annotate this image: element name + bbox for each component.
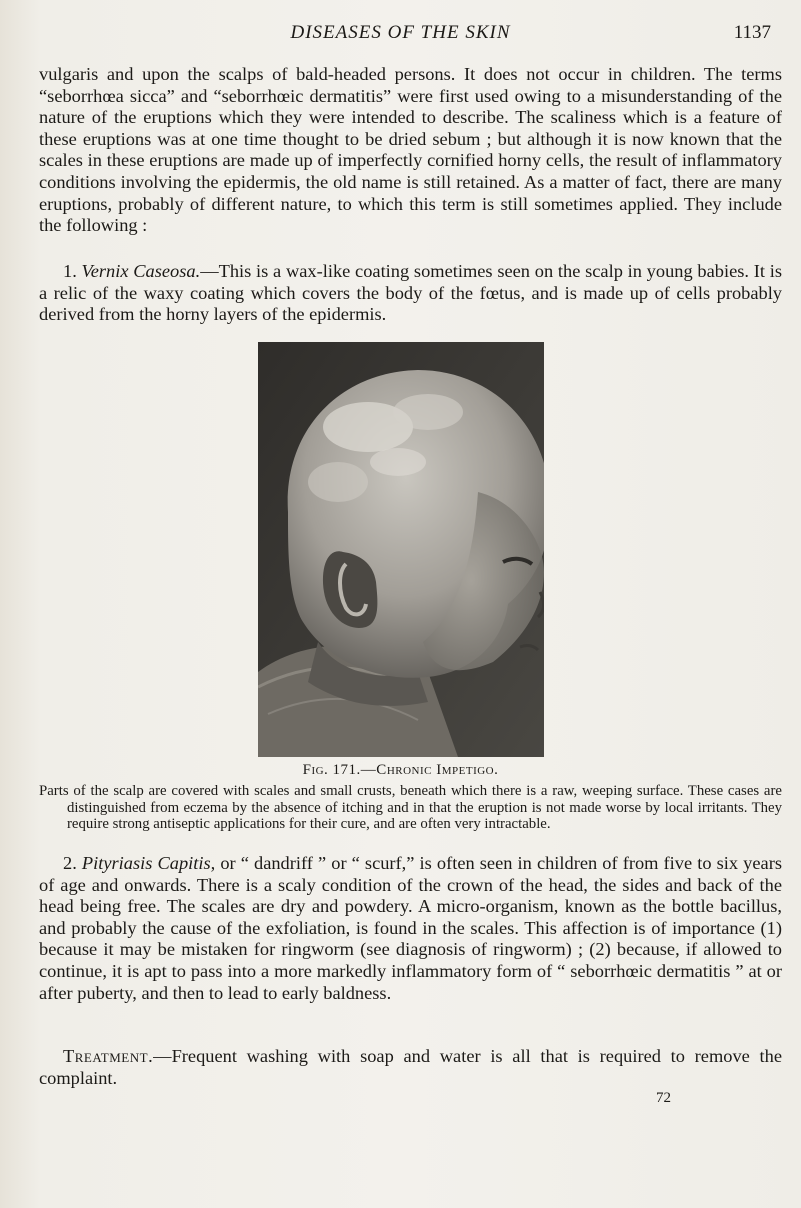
paragraph-pityriasis-capitis [39,853,782,1004]
item-number: 1. [63,261,77,281]
figure-label: Fig. 171.—Chronic Impetigo. [302,762,499,778]
item-term: Vernix Caseosa. [81,261,201,281]
page-number: 1137 [733,22,771,43]
figure-photograph [258,342,544,757]
item-term: Pityriasis Capitis, [81,853,216,873]
page-header [0,22,801,52]
paragraph-vernix-caseosa [39,261,782,326]
item-text: —This is a wax-like coating sometimes seen on the scalp in young babies. It is a relic of the waxy coating which covers the body of the fœtus, and is made up of cells probably derived from the horny layers of the epidermis. [39,261,782,325]
signature-mark: 72 [656,1090,671,1106]
item-number: 2. [63,853,77,873]
item-text: or “ dandriff ” or “ scurf,” is often seen in children of from five to six years of age and onwards. There is a scaly condition of the crown of the head, the sides and back of the head being free. The scales are dry and powdery. A micro-organism, known as the bottle bacillus, and probably the cause of the exfoliation, is found in the scales. This affection is of importance (1) because it may be mistaken for ringworm (see diagnosis of ringworm) ; (2) because, if allowed to continue, it is apt to pass into a more markedly inflammatory form of “ seborrhœic dermatitis ” at or after puberty, and then to lead to early baldness. [39,853,782,1003]
paragraph-continuation: vulgaris and upon the scalps of bald-headed persons. It does not occur in children. The terms “seborrhœa sicca” and “seborrhœic dermatitis” were first used owing to a misunderstanding of the nature of the eruptions which they were intended to describe. The scaliness which is a feature of these eruptions was at one time thought to be dried sebum ; but although it is now known that the scales in these eruptions are made up of imperfectly cornified horny cells, the result of inflammatory conditions involving the epidermis, the old name is still retained. As a matter of fact, there are many eruptions, probably of different nature, to which this term is still sometimes applied. They include the following : [39,64,782,236]
running-head: DISEASES OF THE SKIN [290,22,511,43]
treatment-heading: Treatment. [63,1046,154,1066]
boy-profile-photo [258,342,544,757]
figure-caption: Parts of the scalp are covered with scales and small crusts, beneath which there is a raw, weeping surface. These cases are distinguished from eczema by the absence of itching and in that the eruption is not made worse by local irritants. They require strong antiseptic applications for their cure, and are often very intractable. [39,783,782,832]
treatment-text: —Frequent washing with soap and water is all that is required to remove the complaint. [39,1046,782,1088]
paragraph-treatment [39,1046,782,1089]
